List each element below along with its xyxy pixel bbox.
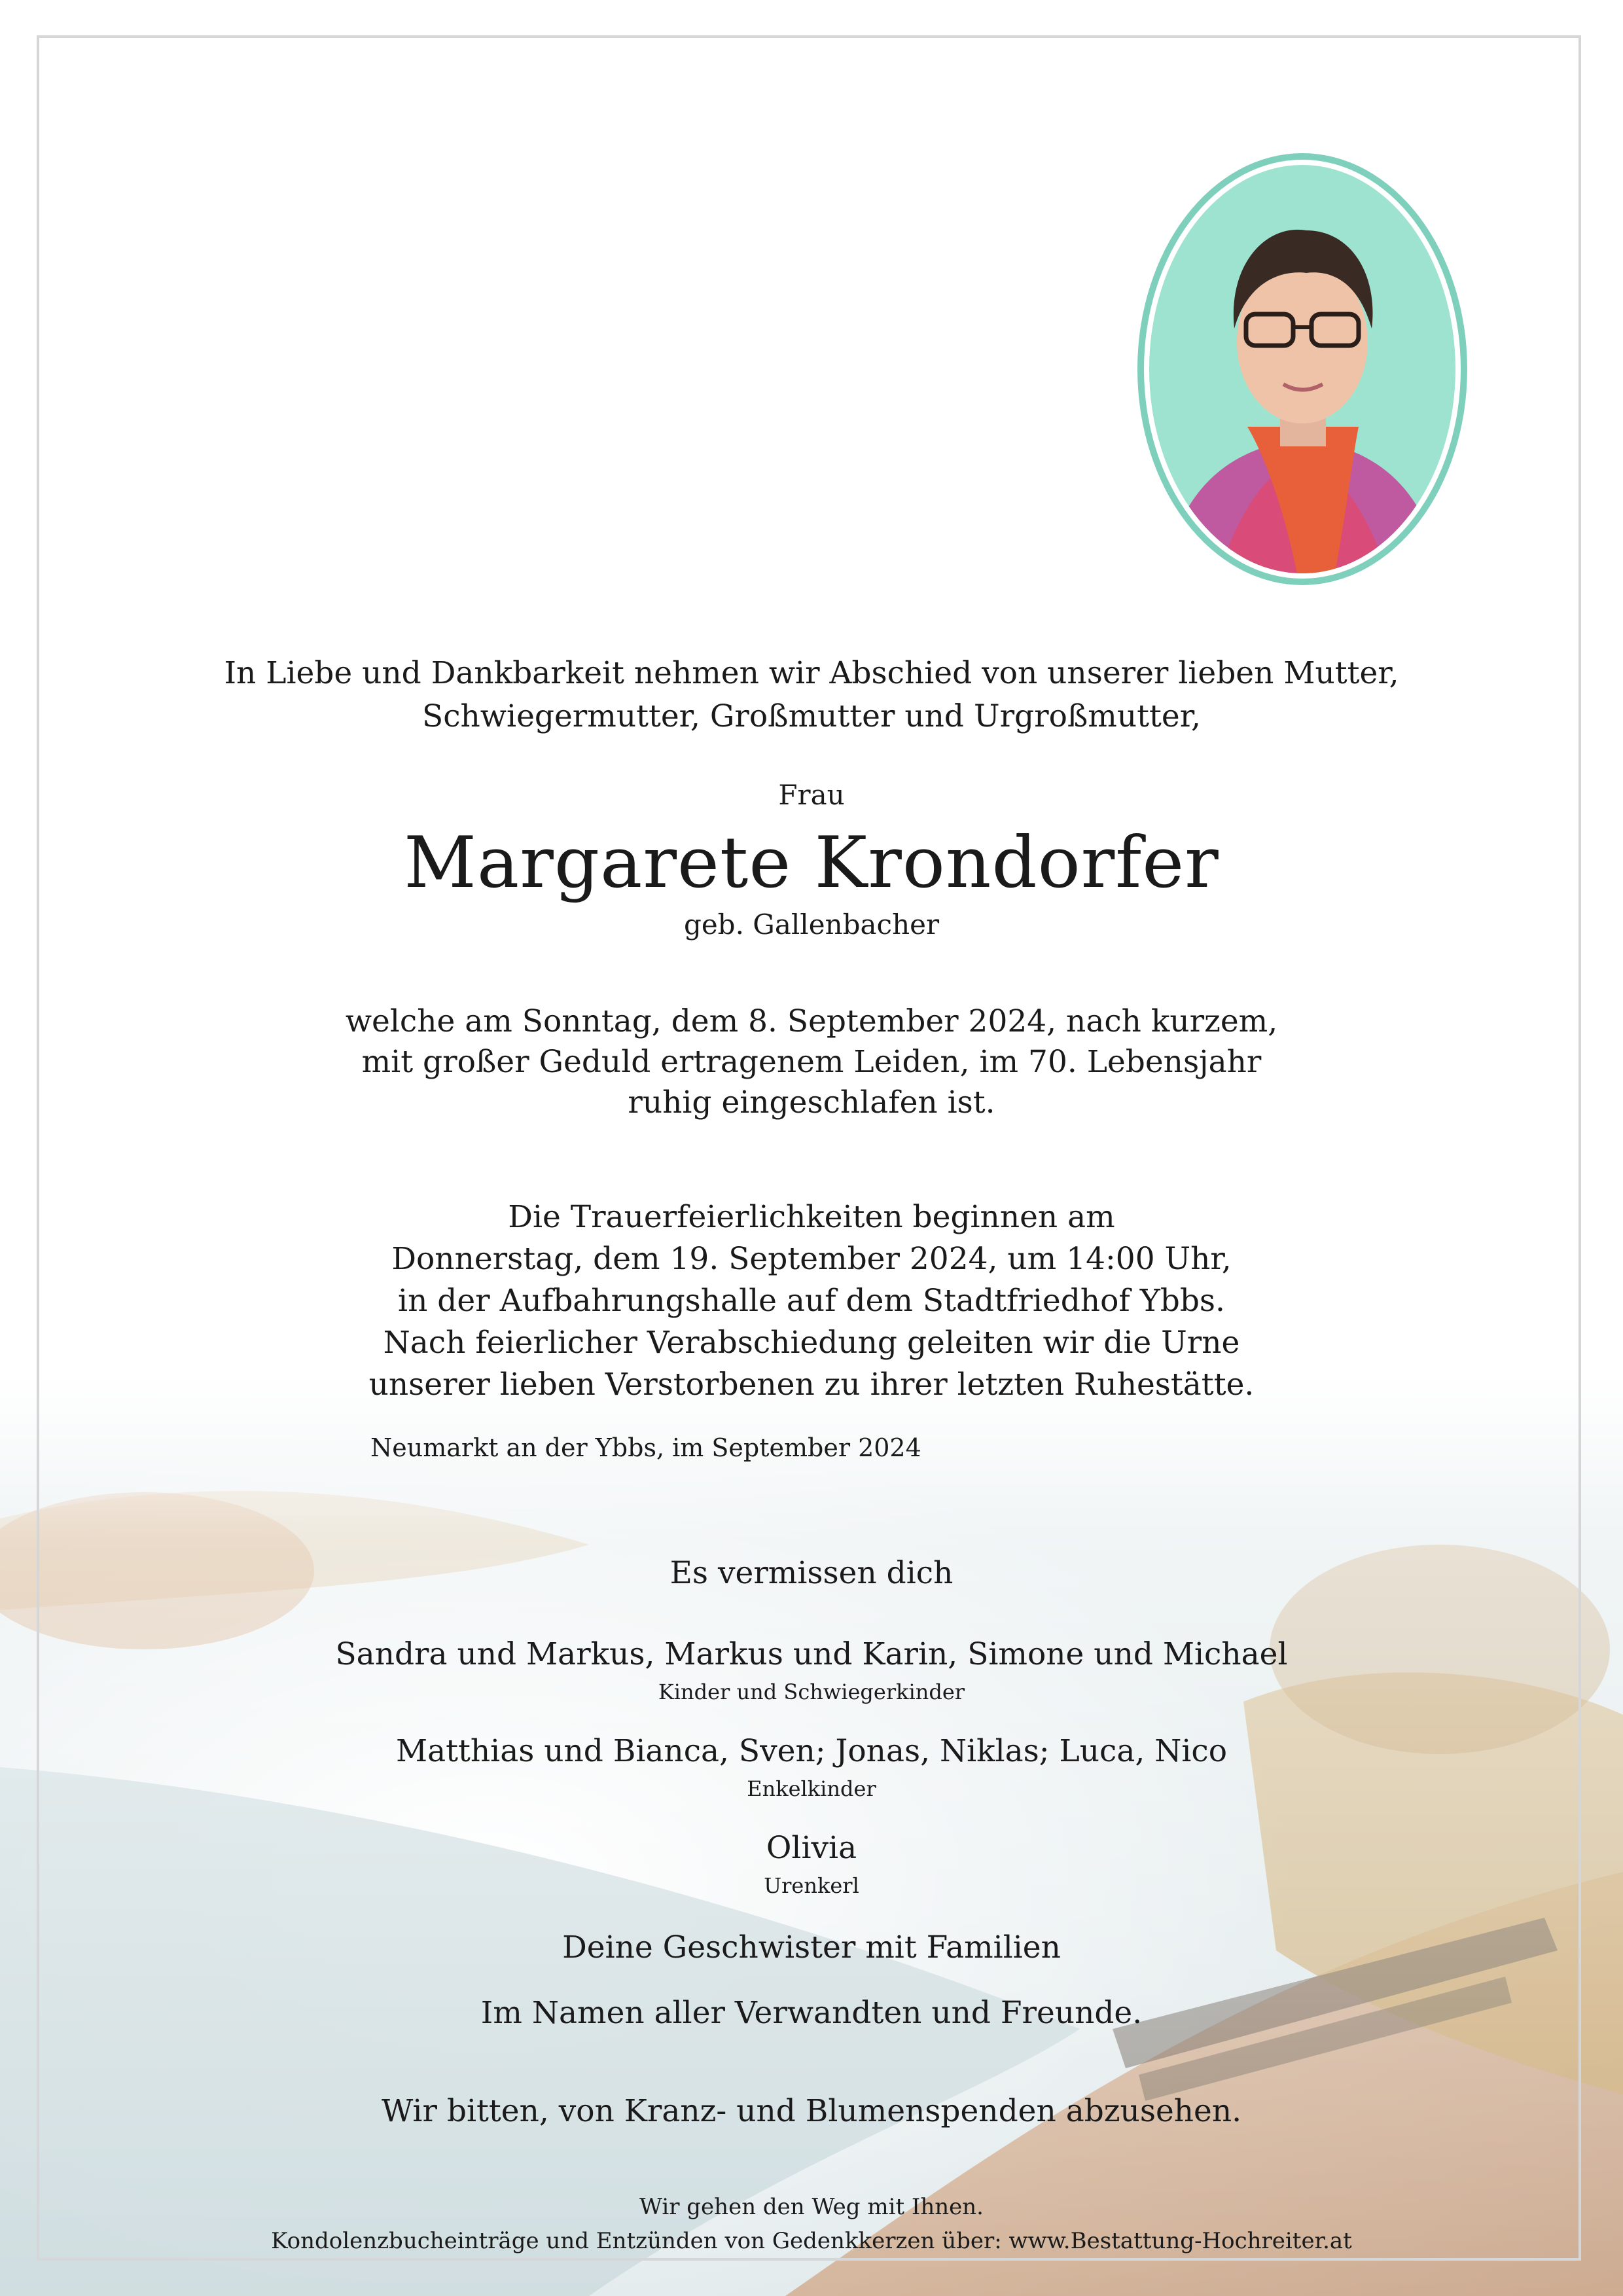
- death-text: [0, 1001, 1623, 1123]
- deceased-portrait: [1136, 152, 1469, 586]
- title-prefix: Frau: [778, 779, 845, 811]
- funeral-line: unserer lieben Verstorbenen zu ihrer letzten Ruhestätte.: [368, 1367, 1255, 1403]
- birth-name: geb. Gallenbacher: [683, 908, 940, 941]
- funeral-line: Die Trauerfeierlichkeiten beginnen am: [508, 1199, 1115, 1235]
- relatives-line: Im Namen aller Verwandten und Freunde.: [480, 1995, 1143, 2031]
- donation-request: Wir bitten, von Kranz- und Blumenspenden abzusehen.: [381, 2093, 1242, 2129]
- intro-line: In Liebe und Dankbarkeit nehmen wir Abschied von unserer lieben Mutter,: [224, 655, 1399, 691]
- footer-line: Wir gehen den Weg mit Ihnen.: [639, 2194, 984, 2220]
- mourner-relation: Kinder und Schwiegerkinder: [658, 1679, 965, 1704]
- siblings-line: Deine Geschwister mit Familien: [562, 1929, 1061, 1965]
- intro-text: [0, 652, 1623, 738]
- death-line: welche am Sonntag, dem 8. September 2024, nach kurzem,: [345, 1003, 1278, 1039]
- funeral-text: [0, 1196, 1623, 1406]
- footer-line: Kondolenzbucheinträge und Entzünden von Gedenkkerzen über: www.Bestattung-Hochreiter.at: [271, 2228, 1352, 2254]
- mourner-relation: Urenkerl: [764, 1873, 859, 1898]
- death-line: ruhig eingeschlafen ist.: [628, 1085, 995, 1121]
- funeral-home-footer: [0, 2190, 1623, 2258]
- mourners-heading: Es vermissen dich: [669, 1555, 954, 1591]
- mourner-names: Olivia: [766, 1830, 857, 1866]
- intro-line: Schwiegermutter, Großmutter und Urgroßmutter,: [422, 698, 1201, 734]
- mourner-names: Matthias und Bianca, Sven; Jonas, Niklas; Luca, Nico: [395, 1733, 1228, 1769]
- mourner-names: Sandra und Markus, Markus und Karin, Simone und Michael: [335, 1636, 1288, 1672]
- mourner-relation: Enkelkinder: [747, 1776, 876, 1801]
- funeral-line: in der Aufbahrungshalle auf dem Stadtfriedhof Ybbs.: [398, 1283, 1225, 1319]
- funeral-line: Nach feierlicher Verabschiedung geleiten wir die Urne: [383, 1325, 1240, 1361]
- funeral-line: Donnerstag, dem 19. September 2024, um 14:00 Uhr,: [391, 1241, 1232, 1277]
- deceased-name: Margarete Krondorfer: [404, 822, 1219, 904]
- place-date: Neumarkt an der Ybbs, im September 2024: [370, 1433, 921, 1462]
- death-line: mit großer Geduld ertragenem Leiden, im 70. Lebensjahr: [361, 1044, 1262, 1080]
